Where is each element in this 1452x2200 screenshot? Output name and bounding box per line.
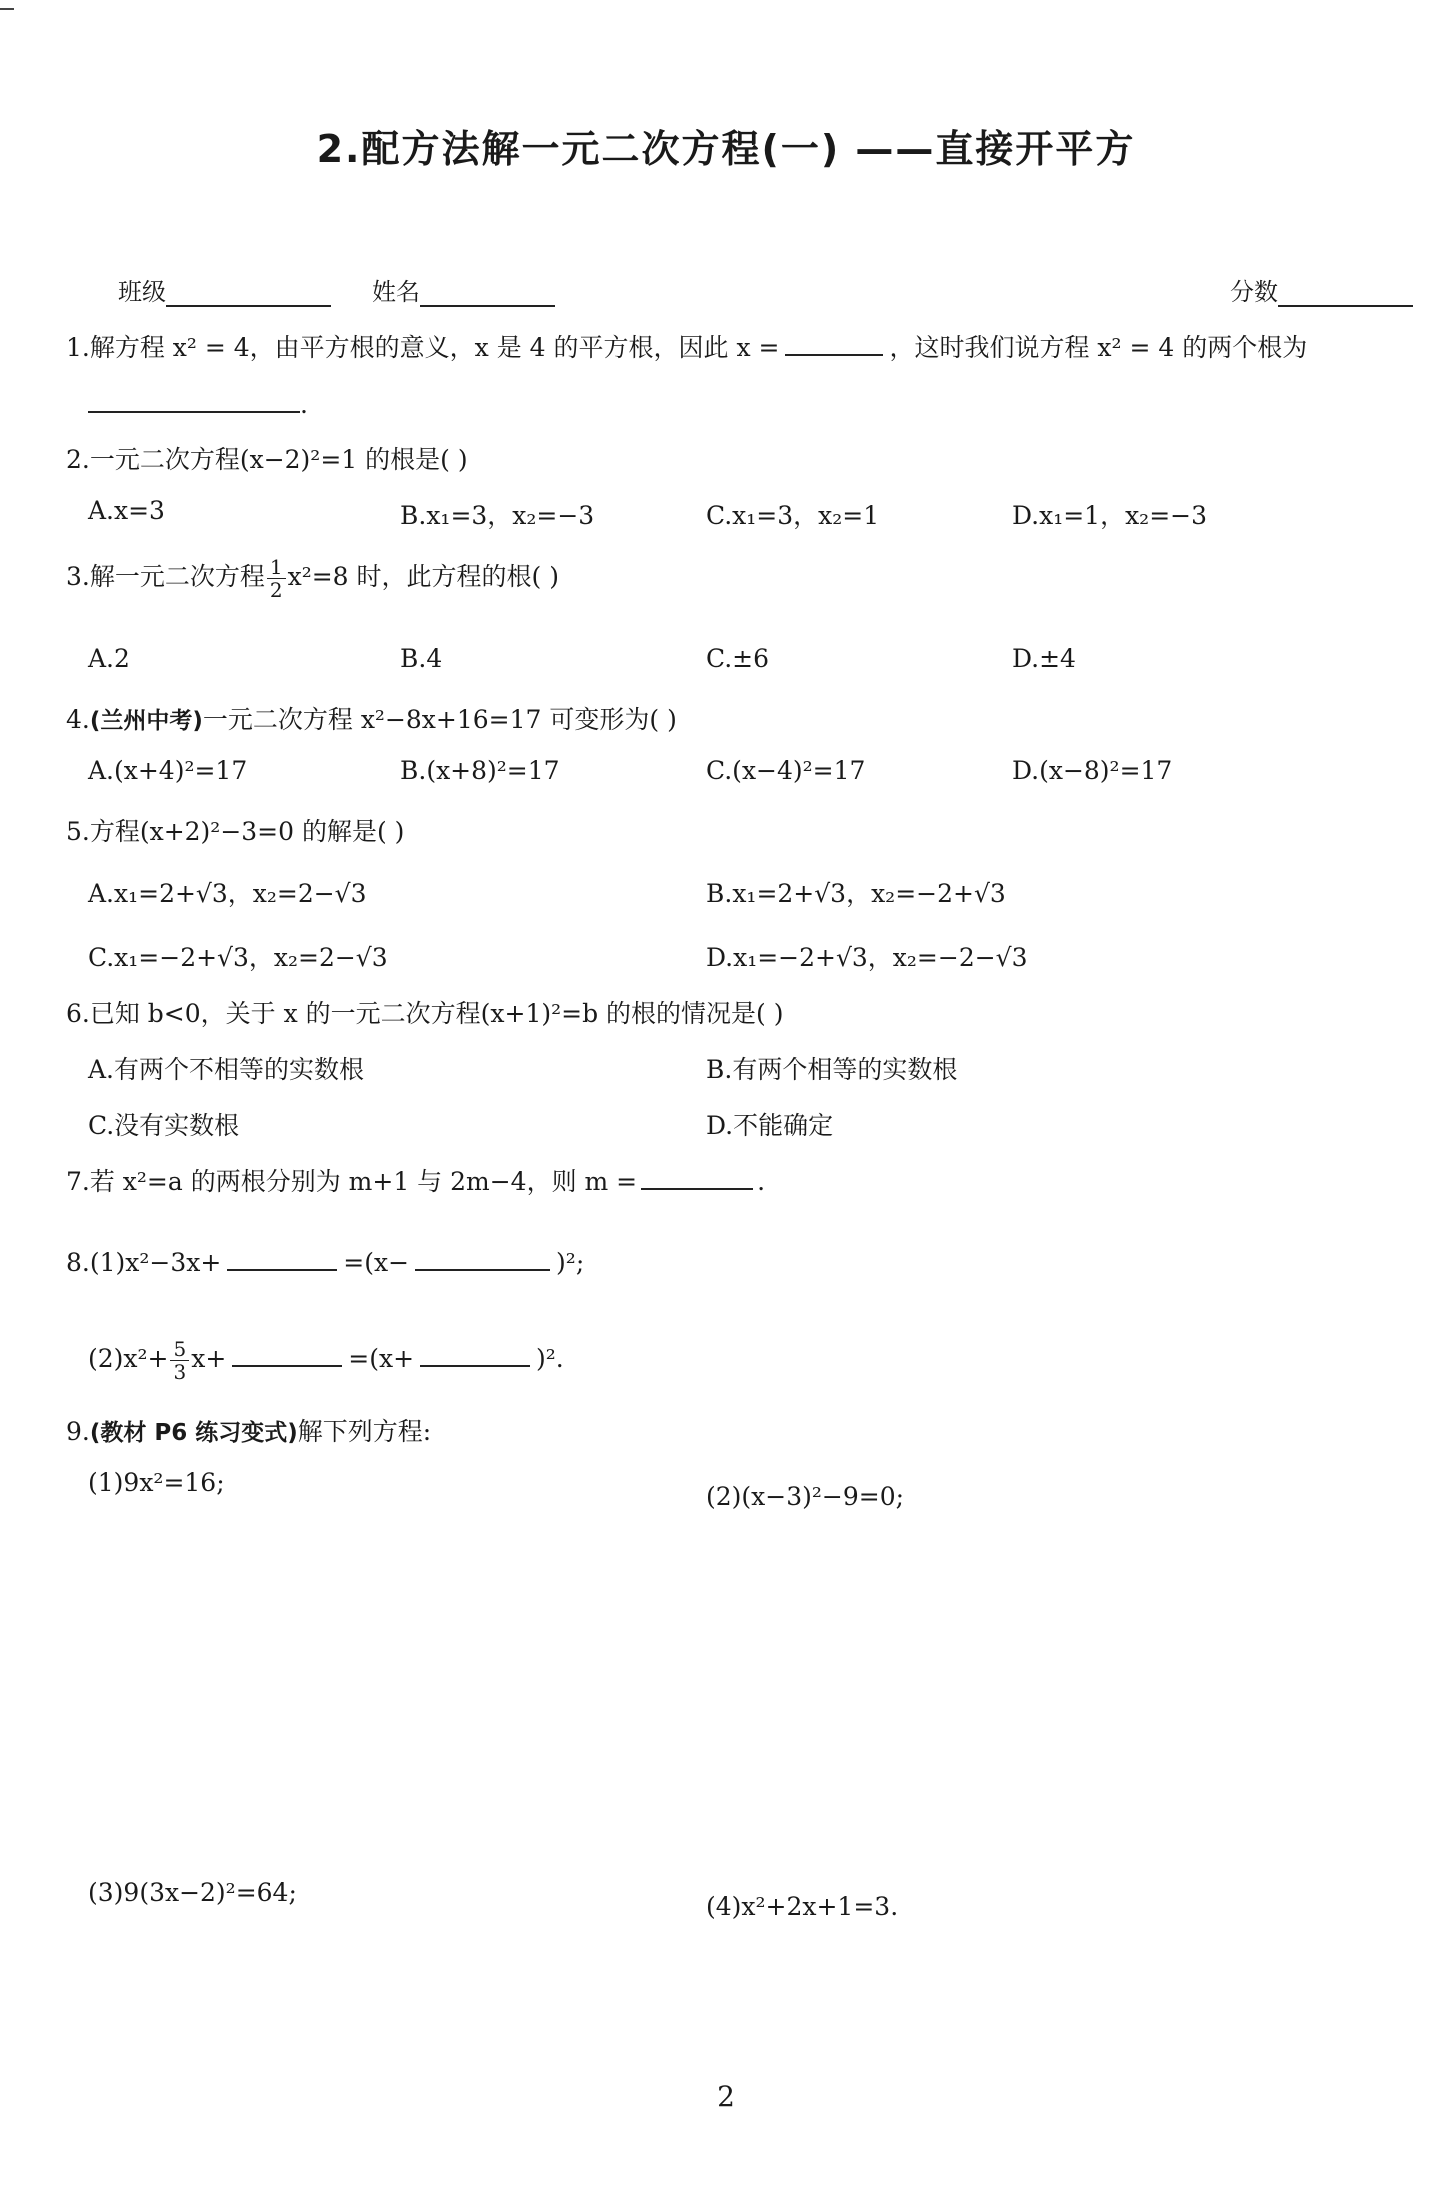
q8-2-text-b: x+ — [191, 1344, 227, 1373]
q3-fraction — [267, 556, 286, 601]
q2-option-d[interactable]: D.x₁=1，x₂=−3 — [1012, 501, 1207, 530]
question-6: 6.已知 b<0，关于 x 的一元二次方程(x+1)²=b 的根的情况是( ) — [66, 999, 784, 1028]
class-field — [118, 272, 331, 307]
q4-option-c[interactable]: C.(x−4)²=17 — [706, 756, 866, 785]
q8-1-blank-1[interactable] — [227, 1249, 337, 1271]
q9-sub-3: (3)9(3x−2)²=64; — [88, 1878, 297, 1907]
q8-1-text-c: )²; — [556, 1248, 585, 1277]
q3-frac-num: 1 — [267, 556, 286, 579]
question-8-part-1 — [66, 1248, 584, 1277]
q7-blank[interactable] — [641, 1168, 753, 1190]
q8-1-blank-2[interactable] — [415, 1249, 550, 1271]
q6-option-b[interactable]: B.有两个相等的实数根 — [706, 1055, 958, 1084]
q3-option-d[interactable]: D.±4 — [1012, 644, 1076, 673]
q5-option-c[interactable]: C.x₁=−2+√3，x₂=2−√3 — [88, 943, 388, 972]
question-4 — [66, 700, 677, 736]
q8-2-blank-2[interactable] — [420, 1345, 530, 1367]
q8-2-text-d: )². — [536, 1344, 564, 1373]
page-title: 2.配方法解一元二次方程(一) ——直接开平方 — [316, 127, 1136, 171]
q8-2-blank-1[interactable] — [232, 1345, 342, 1367]
name-blank[interactable] — [420, 279, 555, 307]
question-7 — [66, 1162, 765, 1198]
question-5: 5.方程(x+2)²−3=0 的解是( ) — [66, 817, 405, 846]
q2-option-a[interactable]: A.x=3 — [88, 496, 165, 525]
q1-blank-1[interactable] — [785, 334, 883, 356]
question-8-part-2 — [88, 1338, 564, 1383]
class-blank[interactable] — [166, 279, 331, 307]
q3-frac-den: 2 — [269, 578, 283, 602]
q8-2-text-c: =(x+ — [348, 1344, 415, 1373]
q4-option-d[interactable]: D.(x−8)²=17 — [1012, 756, 1173, 785]
q6-option-a[interactable]: A.有两个不相等的实数根 — [88, 1055, 365, 1084]
question-1-cont — [88, 390, 308, 419]
q7-text: 7.若 x²=a 的两根分别为 m+1 与 2m−4，则 m = — [66, 1167, 638, 1196]
q3-option-a[interactable]: A.2 — [88, 644, 130, 673]
q8-fraction — [170, 1338, 189, 1383]
q3-text-b: x²=8 时，此方程的根( ) — [287, 562, 559, 591]
question-1 — [66, 328, 1307, 364]
question-9 — [66, 1412, 431, 1448]
score-field — [1230, 272, 1413, 307]
name-field — [372, 272, 555, 307]
scan-mark — [0, 8, 14, 10]
q1-text-b: ，这时我们说方程 x² = 4 的两个根为 — [889, 333, 1308, 362]
q3-option-b[interactable]: B.4 — [400, 644, 443, 673]
q9-source-tag: (教材 P6 练习变式) — [89, 1420, 298, 1446]
q3-text-a: 3.解一元二次方程 — [66, 562, 265, 591]
q4-option-a[interactable]: A.(x+4)²=17 — [88, 756, 248, 785]
q9-sub-2: (2)(x−3)²−9=0; — [706, 1482, 905, 1511]
question-2: 2.一元二次方程(x−2)²=1 的根是( ) — [66, 445, 468, 474]
q6-option-d[interactable]: D.不能确定 — [706, 1111, 834, 1140]
q5-option-a[interactable]: A.x₁=2+√3，x₂=2−√3 — [88, 879, 367, 908]
class-label: 班级 — [118, 278, 166, 306]
q1-end: . — [300, 390, 308, 419]
q8-1-text-b: =(x− — [343, 1248, 410, 1277]
q3-option-c[interactable]: C.±6 — [706, 644, 770, 673]
q2-option-b[interactable]: B.x₁=3，x₂=−3 — [400, 501, 595, 530]
q7-end: . — [757, 1167, 766, 1196]
name-label: 姓名 — [372, 278, 420, 306]
q4-source-tag: (兰州中考) — [89, 708, 203, 734]
question-3 — [66, 556, 559, 601]
q1-blank-2[interactable] — [88, 391, 300, 413]
score-blank[interactable] — [1278, 279, 1413, 307]
q1-text-a: 1.解方程 x² = 4，由平方根的意义，x 是 4 的平方根，因此 x = — [66, 333, 780, 362]
q8-frac-den: 3 — [173, 1360, 187, 1384]
q8-1-text-a: 8.(1)x²−3x+ — [66, 1248, 222, 1277]
score-label: 分数 — [1230, 278, 1278, 306]
q2-option-c[interactable]: C.x₁=3，x₂=1 — [706, 501, 880, 530]
q9-stem: 解下列方程: — [297, 1417, 432, 1446]
q4-option-b[interactable]: B.(x+8)²=17 — [400, 756, 560, 785]
q8-2-text-a: (2)x²+ — [88, 1344, 169, 1373]
q6-option-c[interactable]: C.没有实数根 — [88, 1111, 240, 1140]
page-number: 2 — [717, 2080, 735, 2113]
q4-number: 4. — [66, 705, 90, 734]
q9-number: 9. — [66, 1417, 90, 1446]
q9-sub-4: (4)x²+2x+1=3. — [706, 1892, 899, 1921]
q4-stem: 一元二次方程 x²−8x+16=17 可变形为( ) — [202, 705, 677, 734]
q8-frac-num: 5 — [170, 1338, 189, 1361]
q5-option-b[interactable]: B.x₁=2+√3，x₂=−2+√3 — [706, 879, 1006, 908]
q5-option-d[interactable]: D.x₁=−2+√3，x₂=−2−√3 — [706, 943, 1028, 972]
q9-sub-1: (1)9x²=16; — [88, 1468, 225, 1497]
